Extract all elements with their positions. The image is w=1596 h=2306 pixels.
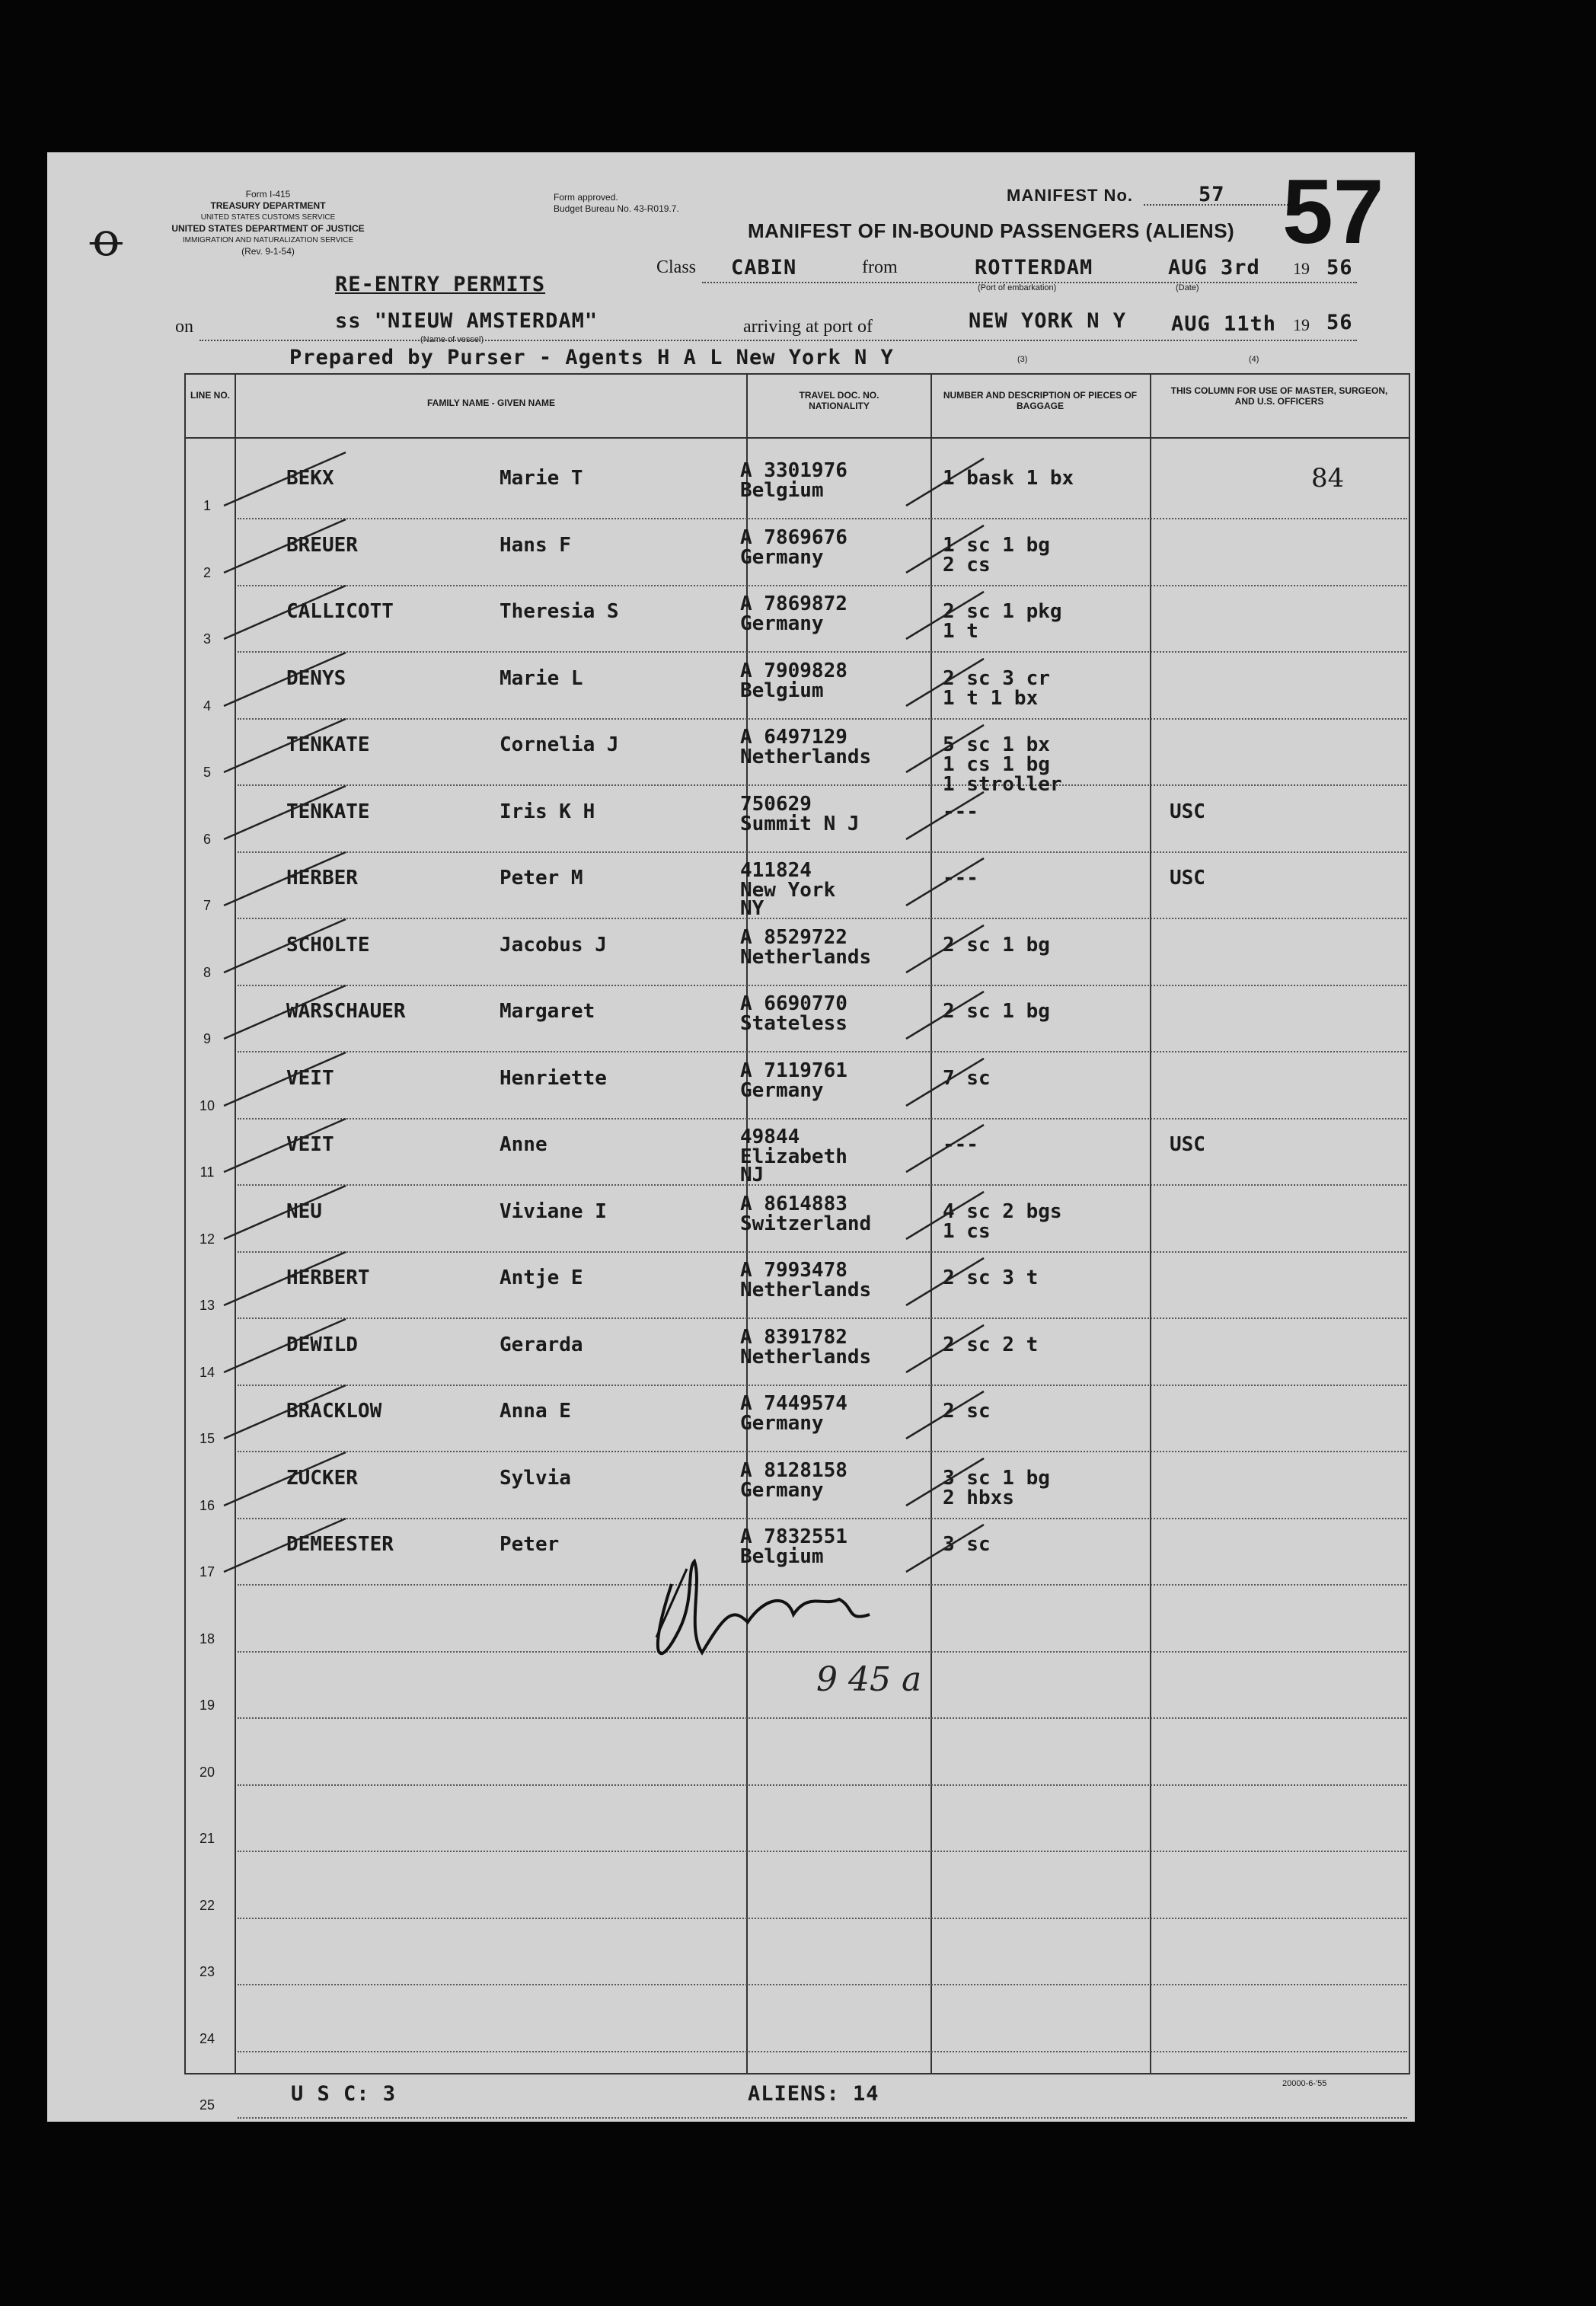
travel-doc-number: A 7909828 <box>740 659 847 682</box>
nationality: Netherlands <box>740 746 872 768</box>
year-2: 56 <box>1326 311 1353 334</box>
nationality: Belgium <box>740 479 824 502</box>
travel-doc-number: A 8128158 <box>740 1458 847 1482</box>
row-rule <box>238 1984 1407 1985</box>
embarkation-date: AUG 3rd <box>1168 256 1260 279</box>
baggage-line-1: --- <box>943 1133 978 1156</box>
baggage-line-1: 2 sc 1 pkg <box>943 600 1062 623</box>
form-number: Form I-415 <box>245 189 291 200</box>
family-name: WARSCHAUER <box>286 1000 406 1023</box>
nationality: Germany <box>740 1478 824 1502</box>
baggage-line-1: 4 sc 2 bgs <box>943 1199 1062 1223</box>
class-label: Class <box>656 257 697 277</box>
row-rule <box>238 1251 1407 1253</box>
baggage-line-1: 3 sc 1 bg <box>943 1466 1050 1490</box>
row-rule <box>238 1184 1407 1186</box>
family-name: HERBER <box>286 867 358 890</box>
nationality: New York <box>740 879 836 902</box>
line-number: 4 <box>203 698 211 714</box>
given-name: Sylvia <box>500 1466 571 1490</box>
baggage-check-mark <box>900 786 991 847</box>
nationality: Netherlands <box>740 945 872 969</box>
family-name: ZUCKER <box>286 1466 358 1490</box>
given-name: Antje E <box>500 1266 583 1289</box>
nationality-line-2: NY <box>740 897 764 920</box>
check-mark <box>216 778 353 854</box>
line-number: 13 <box>199 1298 215 1313</box>
row-rule <box>238 2117 1407 2119</box>
check-mark <box>216 1111 353 1187</box>
given-name: Viviane I <box>500 1199 607 1223</box>
year-prefix-2: 19 <box>1293 315 1310 334</box>
class-value: CABIN <box>731 256 797 279</box>
nationality: Elizabeth <box>740 1145 847 1168</box>
col-header-officers: THIS COLUMN FOR USE OF MASTER, SURGEON, AND U.S. OFFICERS <box>1170 385 1388 407</box>
row-rule <box>238 1317 1407 1319</box>
form-print-code: 20000-6-'55 <box>1282 2079 1327 2088</box>
check-mark <box>216 445 353 521</box>
officer-note: USC <box>1170 800 1205 823</box>
prepared-by: Prepared by Purser - Agents H A L New York N Y <box>289 346 894 369</box>
manifest-number: 57 <box>1199 183 1225 206</box>
row-rule <box>238 985 1407 986</box>
nationality: Stateless <box>740 1012 847 1035</box>
col-header-travel: TRAVEL DOC. NO. NATIONALITY <box>799 390 879 411</box>
row-rule <box>238 1385 1407 1386</box>
caption-3: (3) <box>1017 355 1028 364</box>
travel-doc-number: 750629 <box>740 792 812 816</box>
baggage-line-1: 2 sc <box>943 1400 991 1423</box>
from-label: from <box>862 257 898 277</box>
given-name: Anne <box>500 1133 547 1156</box>
baggage-line-1: 2 sc 2 t <box>943 1333 1039 1356</box>
dept-treasury: TREASURY DEPARTMENT <box>210 200 326 211</box>
line-number: 12 <box>199 1231 215 1247</box>
row-rule <box>238 651 1407 653</box>
line-number: 10 <box>199 1097 215 1113</box>
baggage-line-1: 5 sc 1 bx <box>943 733 1050 756</box>
travel-doc-number: 49844 <box>740 1126 800 1148</box>
line-number: 18 <box>199 1630 215 1646</box>
baggage-check-mark <box>900 1252 991 1313</box>
header-line-1 <box>702 282 1357 283</box>
travel-doc-number: 411824 <box>740 859 812 882</box>
column-divider <box>1150 373 1151 2073</box>
nationality: Germany <box>740 545 824 569</box>
family-name: DEMEESTER <box>286 1533 394 1556</box>
baggage-line-1: 3 sc <box>943 1533 991 1556</box>
dept-customs: UNITED STATES CUSTOMS SERVICE <box>200 213 336 222</box>
nationality: Germany <box>740 1412 824 1435</box>
travel-doc-number: A 7869872 <box>740 592 847 615</box>
date-caption: (Date) <box>1176 283 1199 292</box>
line-number: 22 <box>199 1897 215 1913</box>
officer-note: USC <box>1170 867 1205 890</box>
margin-note: 84 <box>1311 463 1345 493</box>
baggage-check-mark <box>900 653 991 714</box>
baggage-line-2: 1 t 1 bx <box>943 686 1039 710</box>
check-mark <box>216 845 353 921</box>
baggage-line-1: 2 sc 1 bg <box>943 1000 1050 1023</box>
given-name: Hans F <box>500 533 571 557</box>
nationality: Belgium <box>740 1545 824 1568</box>
baggage-check-mark <box>900 919 991 980</box>
nationality: Switzerland <box>740 1212 872 1235</box>
port-of-embarkation-caption: (Port of embarkation) <box>978 283 1057 292</box>
line-number: 15 <box>199 1431 215 1446</box>
check-mark <box>216 1045 353 1121</box>
check-mark <box>216 512 353 588</box>
col-header-baggage: NUMBER AND DESCRIPTION OF PIECES OF BAGGAGE <box>943 390 1138 411</box>
officer-note: USC <box>1170 1133 1205 1156</box>
baggage-check-mark <box>900 586 991 647</box>
family-name: DENYS <box>286 666 346 690</box>
travel-doc-number: A 8614883 <box>740 1192 847 1215</box>
caption-4: (4) <box>1249 355 1259 364</box>
row-rule <box>238 1451 1407 1452</box>
given-name: Iris K H <box>500 800 595 823</box>
col-header-name: FAMILY NAME - GIVEN NAME <box>426 398 556 408</box>
check-mark <box>216 1244 353 1321</box>
line-number: 2 <box>203 564 211 580</box>
port-of-embarkation: ROTTERDAM <box>975 256 1093 279</box>
family-name: HERBERT <box>286 1266 370 1289</box>
year-prefix-1: 19 <box>1293 259 1310 278</box>
time-note: 9 45 a <box>816 1660 922 1699</box>
header-line-2 <box>200 340 1357 341</box>
line-number: 5 <box>203 765 211 780</box>
nationality: Germany <box>740 612 824 635</box>
baggage-line-1: 1 bask 1 bx <box>943 467 1074 490</box>
check-mark <box>216 1445 353 1521</box>
line-number: 16 <box>199 1497 215 1513</box>
given-name: Theresia S <box>500 600 619 623</box>
nationality: Belgium <box>740 679 824 702</box>
nationality: Netherlands <box>740 1279 872 1302</box>
aliens-total: ALIENS: 14 <box>748 2082 879 2106</box>
form-approval: Form approved. Budget Bureau No. 43-R019.7. <box>554 192 679 214</box>
baggage-check-mark <box>900 1319 991 1380</box>
travel-doc-number: A 7119761 <box>740 1059 847 1082</box>
given-name: Marie T <box>500 467 583 490</box>
baggage-check-mark <box>900 1052 991 1113</box>
given-name: Marie L <box>500 666 583 690</box>
travel-doc-number: A 6497129 <box>740 726 847 749</box>
row-rule <box>238 1118 1407 1119</box>
row-rule <box>238 518 1407 519</box>
baggage-line-1: --- <box>943 867 978 890</box>
travel-doc-number: A 3301976 <box>740 459 847 482</box>
line-number: 7 <box>203 898 211 913</box>
line-number: 3 <box>203 631 211 647</box>
travel-doc-number: A 7449574 <box>740 1392 847 1415</box>
travel-doc-number: A 7869676 <box>740 525 847 549</box>
baggage-line-2: 2 hbxs <box>943 1486 1014 1509</box>
family-name: BEKX <box>286 467 334 490</box>
row-rule <box>238 1518 1407 1519</box>
line-number: 23 <box>199 1964 215 1979</box>
dept-justice: UNITED STATES DEPARTMENT OF JUSTICE <box>171 223 365 234</box>
row-rule <box>238 851 1407 853</box>
manifest-page <box>47 152 1415 2122</box>
line-number: 25 <box>199 2097 215 2113</box>
year-1: 56 <box>1326 256 1353 279</box>
row-rule <box>238 1918 1407 1919</box>
check-mark <box>216 978 353 1054</box>
arrival-date: AUG 11th <box>1171 312 1277 336</box>
family-name: NEU <box>286 1199 322 1223</box>
baggage-line-2: 1 cs <box>943 1219 991 1243</box>
given-name: Gerarda <box>500 1333 583 1356</box>
check-mark <box>216 1178 353 1254</box>
family-name: TENKATE <box>286 733 370 756</box>
line-number: 9 <box>203 1031 211 1046</box>
family-name: TENKATE <box>286 800 370 823</box>
line-number: 21 <box>199 1831 215 1846</box>
line-number: 20 <box>199 1764 215 1780</box>
travel-doc-number: A 8529722 <box>740 925 847 949</box>
baggage-check-mark <box>900 1119 991 1180</box>
given-name: Peter <box>500 1533 560 1556</box>
family-name: DEWILD <box>286 1333 358 1356</box>
baggage-check-mark <box>900 1186 991 1247</box>
manifest-number-label: MANIFEST No. <box>1007 186 1133 205</box>
given-name: Cornelia J <box>500 733 619 756</box>
baggage-line-3: 1 stroller <box>943 773 1062 796</box>
line-number: 11 <box>200 1164 215 1180</box>
family-name: BREUER <box>286 533 358 557</box>
form-header-block <box>146 189 390 257</box>
manifest-stamp-number: 57 <box>1282 161 1384 263</box>
travel-doc-number: A 8391782 <box>740 1325 847 1349</box>
line-number: 17 <box>199 1564 215 1579</box>
given-name: Jacobus J <box>500 933 607 957</box>
vessel-name: ss "NIEUW AMSTERDAM" <box>335 309 598 333</box>
table-header-rule <box>184 437 1409 439</box>
family-name: BRACKLOW <box>286 1400 382 1423</box>
row-rule <box>238 585 1407 586</box>
check-mark <box>216 711 353 787</box>
baggage-check-mark <box>900 985 991 1046</box>
check-mark <box>216 578 353 654</box>
vessel-caption: (Name of vessel) <box>420 335 484 344</box>
nationality: Summit N J <box>740 812 860 835</box>
travel-doc-number: A 6690770 <box>740 992 847 1015</box>
baggage-line-2: 1 cs 1 bg <box>943 753 1050 776</box>
line-number: 24 <box>199 2030 215 2046</box>
on-label: on <box>175 317 193 337</box>
col-header-line: LINE NO. <box>190 390 230 401</box>
line-number: 8 <box>203 964 211 980</box>
check-mark <box>216 912 353 988</box>
port-of-arrival: NEW YORK N Y <box>969 309 1127 333</box>
given-name: Anna E <box>500 1400 571 1423</box>
given-name: Henriette <box>500 1066 607 1090</box>
nationality: Germany <box>740 1078 824 1102</box>
baggage-line-1: 1 sc 1 bg <box>943 533 1050 557</box>
row-rule <box>238 1784 1407 1786</box>
line-number: 1 <box>203 498 211 513</box>
permits-heading: RE-ENTRY PERMITS <box>335 273 546 296</box>
row-rule <box>238 2051 1407 2052</box>
line-number: 6 <box>203 831 211 847</box>
scribble-mark: ꝋ <box>90 213 123 267</box>
check-mark <box>216 1378 353 1454</box>
given-name: Peter M <box>500 867 583 890</box>
check-mark <box>216 645 353 721</box>
baggage-line-1: 2 sc 3 cr <box>943 666 1050 690</box>
baggage-line-1: 7 sc <box>943 1066 991 1090</box>
family-name: VEIT <box>286 1066 334 1090</box>
baggage-check-mark <box>900 1385 991 1446</box>
row-rule <box>238 918 1407 919</box>
row-rule <box>238 718 1407 720</box>
baggage-check-mark <box>900 852 991 913</box>
baggage-line-2: 1 t <box>943 620 978 643</box>
row-rule <box>238 784 1407 786</box>
given-name: Margaret <box>500 1000 595 1023</box>
dept-immigration: IMMIGRATION AND NATURALIZATION SERVICE <box>182 236 354 244</box>
baggage-check-mark <box>900 719 991 780</box>
family-name: CALLICOTT <box>286 600 394 623</box>
arriving-label: arriving at port of <box>743 317 873 337</box>
form-revision: (Rev. 9-1-54) <box>241 246 295 257</box>
handwritten-signature <box>641 1538 915 1729</box>
usc-total: U S C: 3 <box>291 2082 397 2106</box>
baggage-check-mark <box>900 519 991 580</box>
baggage-check-mark <box>900 1452 991 1513</box>
row-rule <box>238 1051 1407 1052</box>
nationality: Netherlands <box>740 1345 872 1369</box>
manifest-title: MANIFEST OF IN-BOUND PASSENGERS (ALIENS) <box>748 219 1235 242</box>
travel-doc-number: A 7832551 <box>740 1525 847 1548</box>
baggage-line-2: 2 cs <box>943 553 991 576</box>
check-mark <box>216 1511 353 1587</box>
family-name: SCHOLTE <box>286 933 370 957</box>
nationality-line-2: NJ <box>740 1164 764 1187</box>
family-name: VEIT <box>286 1133 334 1156</box>
manifest-dots <box>1144 204 1304 206</box>
baggage-line-1: 2 sc 3 t <box>943 1266 1039 1289</box>
line-number: 19 <box>199 1698 215 1713</box>
baggage-check-mark <box>900 452 991 513</box>
travel-doc-number: A 7993478 <box>740 1259 847 1282</box>
baggage-line-1: 2 sc 1 bg <box>943 933 1050 957</box>
check-mark <box>216 1311 353 1388</box>
row-rule <box>238 1851 1407 1852</box>
baggage-line-1: --- <box>943 800 978 823</box>
line-number: 14 <box>199 1364 215 1380</box>
